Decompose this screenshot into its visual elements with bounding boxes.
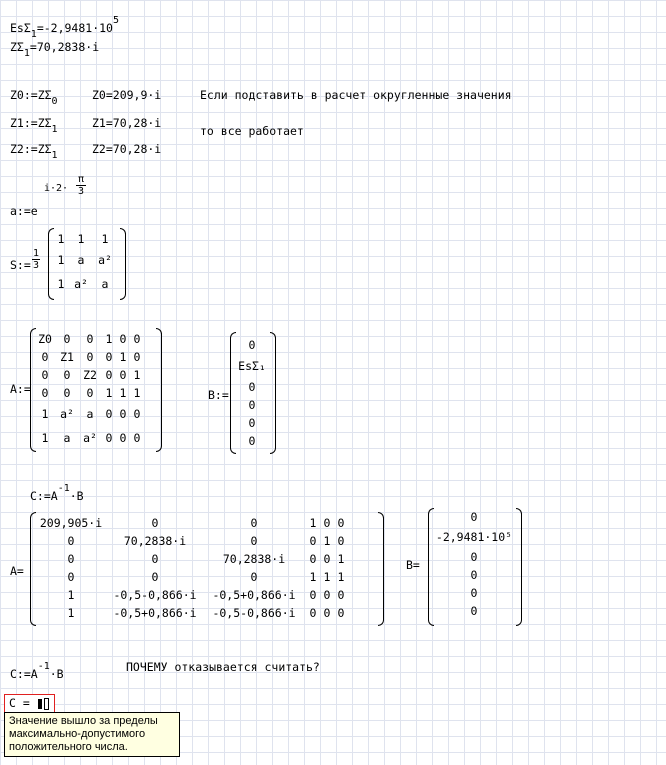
b-res-label: B= — [406, 558, 420, 572]
a-def-cell: 1 — [133, 386, 141, 400]
a-res-cell: 0 — [323, 588, 331, 602]
a-def-cell: Z0 — [38, 332, 52, 346]
a-def-cell: 1 — [105, 386, 113, 400]
a-res-cell: 0 — [337, 534, 345, 548]
comment-line-2[interactable]: то все работает — [200, 124, 304, 138]
a-def-cell: 1 — [41, 431, 49, 445]
b-res-right-bracket — [516, 508, 522, 626]
b-res-matrix — [432, 508, 516, 620]
a-def-cell: 0 — [63, 386, 71, 400]
s-cell: 1 — [101, 232, 109, 246]
a-def-cell: 0 — [133, 431, 141, 445]
a-exp-fraction — [76, 174, 86, 197]
b-def-cell: 0 — [248, 380, 256, 394]
a-def-cell: 1 — [133, 368, 141, 382]
z1-sub: 1 — [51, 124, 58, 135]
a-def-cell: 0 — [86, 332, 94, 346]
c-rest: ·B — [69, 489, 84, 503]
z-sub: 1 — [23, 48, 30, 59]
a-res-cell: 0 — [309, 606, 317, 620]
a-res-cell: 1 — [337, 552, 345, 566]
s-cell: a² — [74, 277, 88, 291]
es-lhs: EsΣ — [10, 21, 31, 35]
z-rhs: =70,2838·i — [29, 40, 100, 54]
c-definition[interactable] — [30, 482, 84, 503]
a-def-cell: 0 — [133, 332, 141, 346]
a-res-cell: -0,5-0,866·i — [212, 606, 296, 620]
s-cell: a² — [98, 253, 112, 267]
a-def-cell: 0 — [105, 350, 113, 364]
c-eval: C:=A — [10, 667, 38, 681]
z2-def: Z2:=ZΣ — [10, 142, 52, 156]
a-def-matrix — [34, 330, 144, 450]
a-res-cell: 0 — [323, 516, 331, 530]
a-res-cell: -0,5+0,866·i — [212, 588, 296, 602]
a-def-cell: a — [63, 431, 71, 445]
a-res-cell: 0 — [250, 570, 258, 584]
c-def: C:=A — [30, 489, 58, 503]
a-def-cell: 0 — [119, 332, 127, 346]
s-right-bracket — [120, 228, 126, 300]
a-res-cell: 0 — [250, 534, 258, 548]
a-def-cell: Z2 — [83, 368, 97, 382]
b-res-cell: 0 — [470, 510, 478, 524]
a-def-cell: a² — [60, 407, 74, 421]
c-exp: -1 — [57, 483, 70, 494]
a-res-cell: 1 — [67, 606, 75, 620]
a-def-cell: 0 — [41, 386, 49, 400]
a-def-cell: 0 — [119, 431, 127, 445]
a-res-cell: 1 — [309, 570, 317, 584]
s-cell: 1 — [57, 232, 65, 246]
z2-value[interactable]: Z2=70,28·i — [92, 142, 162, 156]
a-def-cell: 0 — [41, 350, 49, 364]
a-res-cell: 1 — [323, 570, 331, 584]
a-def-cell: 0 — [63, 332, 71, 346]
z-lhs: ZΣ — [10, 40, 24, 54]
a-def-cell: 0 — [63, 368, 71, 382]
a-mat-def: A:= — [10, 382, 31, 396]
a-res-cell: 0 — [151, 552, 159, 566]
z0-def: Z0:=ZΣ — [10, 88, 52, 102]
a-def-cell: Z1 — [60, 350, 74, 364]
z0-definition[interactable] — [10, 88, 58, 109]
placeholder-icon — [38, 699, 42, 709]
c-eq: C = — [9, 696, 30, 710]
b-mat-def: B:= — [208, 388, 229, 402]
b-def-cell: EsΣ₁ — [238, 359, 266, 373]
z1-value[interactable]: Z1=70,28·i — [92, 116, 162, 130]
s-matrix — [52, 230, 118, 296]
a-frac-denominator: 3 — [77, 186, 85, 197]
s-frac-denominator: 3 — [32, 260, 40, 271]
a-res-cell: 1 — [67, 588, 75, 602]
a-def-cell: 0 — [119, 368, 127, 382]
a-res-cell: 1 — [337, 570, 345, 584]
a-res-cell: 0 — [151, 516, 159, 530]
es-sigma-line[interactable] — [10, 14, 119, 42]
a-res-cell: 0 — [309, 588, 317, 602]
a-res-cell: -0,5-0,866·i — [113, 588, 197, 602]
a-res-matrix — [34, 514, 348, 622]
a-def-cell: 1 — [105, 332, 113, 346]
b-def-cell: 0 — [248, 434, 256, 448]
a-def-cell: 0 — [105, 368, 113, 382]
z-sigma-line[interactable] — [10, 40, 99, 61]
a-def-cell: 0 — [86, 350, 94, 364]
s-cell: a — [77, 253, 85, 267]
a-res-cell: 209,905·i — [39, 516, 103, 530]
a-def-cell: 0 — [119, 407, 127, 421]
z0-sub: 0 — [51, 96, 58, 107]
a-res-cell: 0 — [323, 606, 331, 620]
s-fraction — [32, 248, 40, 271]
c-eval-rest: ·B — [49, 667, 64, 681]
b-def-cell: 0 — [248, 398, 256, 412]
a-res-cell: 70,2838·i — [222, 552, 286, 566]
z2-sub: 1 — [51, 150, 58, 161]
s-cell: a — [101, 277, 109, 291]
a-def-cell: 0 — [41, 368, 49, 382]
s-cell: 1 — [57, 277, 65, 291]
a-def-cell: 1 — [119, 350, 127, 364]
placeholder-icon — [44, 698, 49, 710]
a-res-cell: 0 — [309, 552, 317, 566]
b-def-cell: 0 — [248, 416, 256, 430]
b-res-cell: 0 — [470, 604, 478, 618]
a-frac-numerator: π — [77, 174, 85, 185]
a-def-cell: a — [86, 407, 94, 421]
es-sub: 1 — [30, 29, 37, 40]
a-res-cell: 0 — [151, 570, 159, 584]
a-res-cell: 0 — [67, 552, 75, 566]
s-def: S:= — [10, 258, 31, 272]
z0-value[interactable]: Z0=209,9·i — [92, 88, 162, 102]
c-eval-exp: -1 — [37, 661, 50, 672]
a-res-right-bracket — [378, 512, 384, 626]
a-def-cell: 0 — [105, 431, 113, 445]
b-def-right-bracket — [270, 332, 276, 454]
a-res-cell: 0 — [67, 534, 75, 548]
s-cell: 1 — [57, 253, 65, 267]
a-res-label: A= — [10, 564, 24, 578]
a-res-cell: 70,2838·i — [123, 534, 187, 548]
a-res-cell: 1 — [323, 534, 331, 548]
a-res-cell: 0 — [309, 534, 317, 548]
a-res-cell: 0 — [250, 516, 258, 530]
es-rhs: =-2,9481·10 — [36, 21, 113, 35]
a-def-cell: 0 — [133, 350, 141, 364]
a-def-right-bracket — [156, 328, 162, 452]
b-res-cell: -2,9481·10⁵ — [435, 530, 513, 544]
a-def-cell: 1 — [119, 386, 127, 400]
a-def-cell: 0 — [133, 407, 141, 421]
question-text[interactable]: ПОЧЕМУ отказывается считать? — [126, 660, 320, 674]
a-res-cell: 0 — [337, 516, 345, 530]
b-def-matrix — [234, 336, 270, 450]
comment-line-1[interactable]: Если подставить в расчет округленные значения — [200, 88, 512, 102]
error-tooltip: Значение вышло за пределы максимально-допустимого положительного числа. — [4, 712, 180, 757]
b-res-cell: 0 — [470, 586, 478, 600]
s-frac-numerator: 1 — [32, 248, 40, 259]
a-res-cell: -0,5+0,866·i — [113, 606, 197, 620]
z2-definition[interactable] — [10, 142, 58, 163]
a-res-cell: 0 — [67, 570, 75, 584]
b-res-cell: 0 — [470, 550, 478, 564]
z1-definition[interactable] — [10, 116, 58, 137]
c-result-error-box[interactable] — [4, 694, 55, 713]
b-def-cell: 0 — [248, 338, 256, 352]
a-res-cell: 1 — [309, 516, 317, 530]
a-def: a:=e — [10, 204, 38, 218]
a-res-cell: 0 — [337, 606, 345, 620]
b-res-cell: 0 — [470, 568, 478, 582]
s-cell: 1 — [77, 232, 85, 246]
a-res-cell: 0 — [323, 552, 331, 566]
c-evaluation[interactable] — [10, 660, 64, 681]
a-def-cell: 0 — [105, 407, 113, 421]
a-def-cell: a² — [83, 431, 97, 445]
es-exp: 5 — [112, 15, 120, 26]
a-def-cell: 0 — [86, 386, 94, 400]
a-exp: i·2· — [44, 183, 69, 194]
a-def-cell: 1 — [41, 407, 49, 421]
z1-def: Z1:=ZΣ — [10, 116, 52, 130]
a-res-cell: 0 — [337, 588, 345, 602]
